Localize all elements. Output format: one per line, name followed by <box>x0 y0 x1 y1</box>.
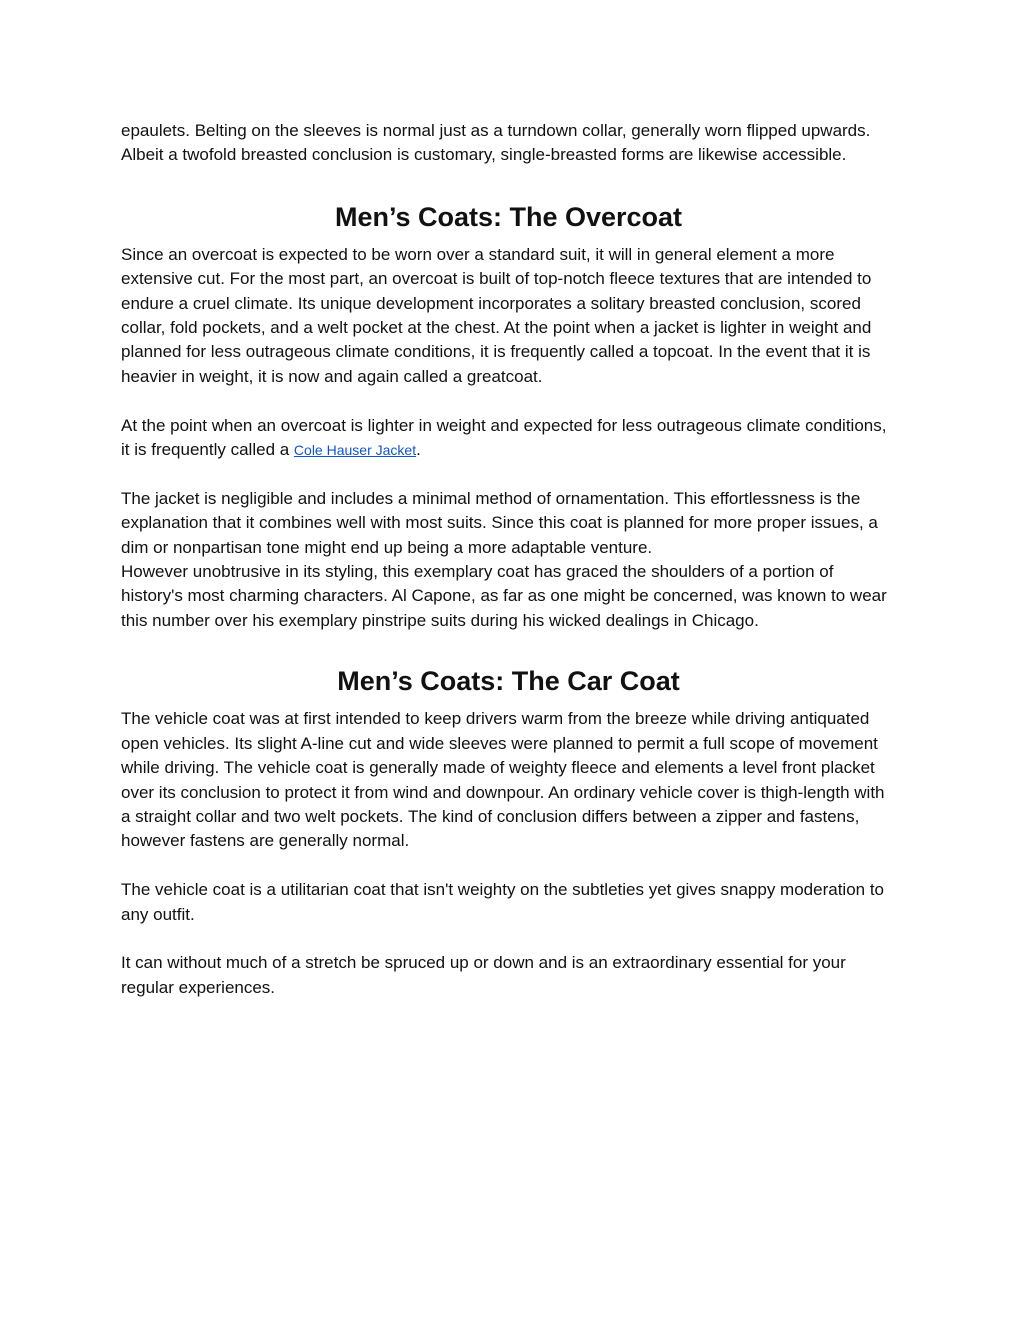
overcoat-paragraph-1: Since an overcoat is expected to be worn over a standard suit, it will in general element a more extensive cut. For the most part, an overcoat is built of top-notch fleece textures that are intended to endure a cruel climate. Its unique development incorporates a solitary breasted conclusion, scored collar, fold pockets, and a welt pocket at the chest. At the point when a jacket is lighter in weight and planned for less outrageous climate conditions, it is frequently called a topcoat. In the event that it is heavier in weight, it is now and again called a greatcoat. <box>121 244 872 386</box>
car-coat-paragraph-1: The vehicle coat was at first intended to keep drivers warm from the breeze while driving antiquated open vehicles. Its slight A-line cut and wide sleeves were planned to permit a full scope of movement while driving. The vehicle coat is generally made of weighty fleece and elements a level front placket over its conclusion to protect it from wind and downpour. An ordinary vehicle cover is thigh-length with a straight collar and two welt pockets. The kind of conclusion differs between a zipper and fastens, however fastens are generally normal. <box>121 709 885 851</box>
car-coat-heading: Men’s Coats: The Car Coat <box>337 666 680 697</box>
cole-hauser-jacket-link[interactable]: Cole Hauser Jacket <box>293 442 417 459</box>
overcoat-paragraph-4: However unobtrusive in its styling, this exemplary coat has graced the shoulders of a portion of history's most charming characters. Al Capone, as far as one might be concerned, was known to wear this number over his exemplary pinstripe suits during his wicked dealings in Chicago. <box>121 562 887 630</box>
paragraph-spacer <box>121 462 896 486</box>
paragraph-spacer <box>121 927 896 951</box>
paragraph-spacer <box>121 854 896 878</box>
overcoat-heading: Men’s Coats: The Overcoat <box>334 201 683 232</box>
car-coat-paragraph-3: It can without much of a stretch be spruced up or down and is an extraordinary essential for your regular experiences. <box>121 953 846 997</box>
intro-paragraph: epaulets. Belting on the sleeves is normal just as a turndown collar, generally worn flipped upwards. Albeit a twofold breasted conclusion is customary, single-breasted forms are likewise accessible. <box>121 121 871 165</box>
car-coat-paragraph-2: The vehicle coat is a utilitarian coat that isn't weighty on the subtleties yet gives snappy moderation to any outfit. <box>121 880 884 924</box>
overcoat-paragraph-2-text: At the point when an overcoat is lighter in weight and expected for less outrageous climate conditions, it is frequently called a <box>121 415 887 460</box>
overcoat-paragraph-2 <box>121 414 896 463</box>
paragraph-spacer <box>121 389 896 413</box>
overcoat-paragraph-2-end: . <box>416 440 421 460</box>
document-page <box>121 119 896 1000</box>
overcoat-paragraph-3: The jacket is negligible and includes a minimal method of ornamentation. This effortlessness is the explanation that it combines well with most suits. Since this coat is planned for more proper issues, a dim or nonpartisan tone might end up being a more adaptable venture. <box>121 488 878 557</box>
